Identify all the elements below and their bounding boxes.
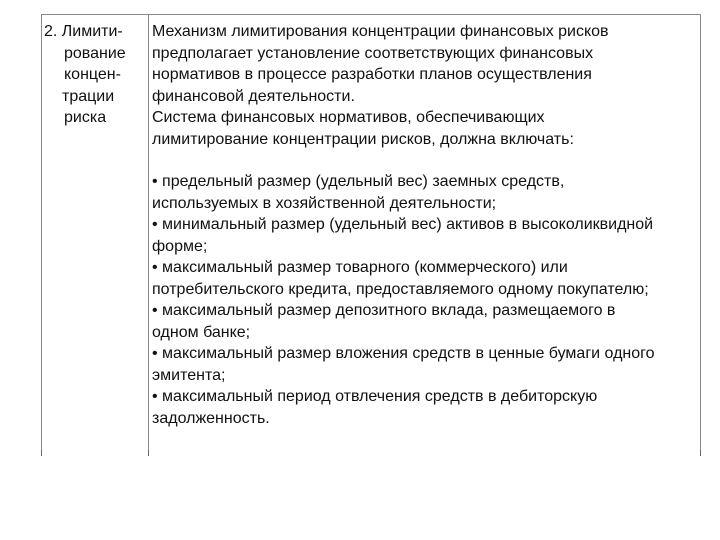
topic-line: рование: [64, 44, 126, 62]
topic-line: риска: [64, 109, 107, 126]
list-item-line: используемых в хозяйственной деятельности;: [152, 194, 497, 212]
list-item-line: • максимальный период отвлечения средств в дебиторскую: [152, 388, 598, 405]
intro-line: нормативов в процессе разработки планов осуществления: [152, 66, 592, 83]
table-edge-tick-right: [700, 450, 701, 456]
system-line: Система финансовых нормативов, обеспечивающих: [152, 109, 545, 126]
table-edge-tick-middle: [148, 450, 149, 456]
list-item-line: • минимальный размер (удельный вес) активов в высоколиквидной: [152, 216, 654, 233]
list-item-line: задолженность.: [152, 409, 270, 427]
list-item-line: • максимальный размер депозитного вклада, размещаемого в: [152, 302, 616, 319]
system-paragraph: [152, 107, 700, 150]
list-item-line: форме;: [152, 237, 208, 255]
list-item-line: • максимальный размер вложения средств в ценные бумаги одного: [152, 345, 655, 362]
topic-line: 2. Лимити-: [44, 23, 123, 40]
list-item-line: • максимальный размер товарного (коммерческого) или: [152, 259, 568, 276]
intro-line: Механизм лимитирования концентрации финансовых рисков: [152, 23, 609, 40]
intro-paragraph: [152, 21, 700, 107]
list-item-line: эмитента;: [152, 366, 226, 384]
list-item-line: • предельный размер (удельный вес) заемных средств,: [152, 173, 565, 190]
intro-line: предполагает установление соответствующих финансовых: [152, 44, 594, 62]
topic-cell: [44, 21, 146, 129]
topic-line: концен-: [64, 66, 121, 83]
description-cell: [152, 21, 700, 429]
system-line: лимитирование концентрации рисков, должна включать:: [152, 130, 574, 148]
topic-line: трации: [62, 87, 115, 105]
table-edge-tick-left: [41, 450, 42, 456]
intro-line: финансовой деятельности.: [152, 87, 355, 105]
list-item-line: потребительского кредита, предоставляемого одному покупателю;: [152, 280, 649, 298]
column-divider: [148, 14, 149, 454]
norms-list: [152, 171, 700, 429]
list-item-line: одном банке;: [152, 323, 251, 341]
paragraph-gap: [152, 150, 700, 171]
